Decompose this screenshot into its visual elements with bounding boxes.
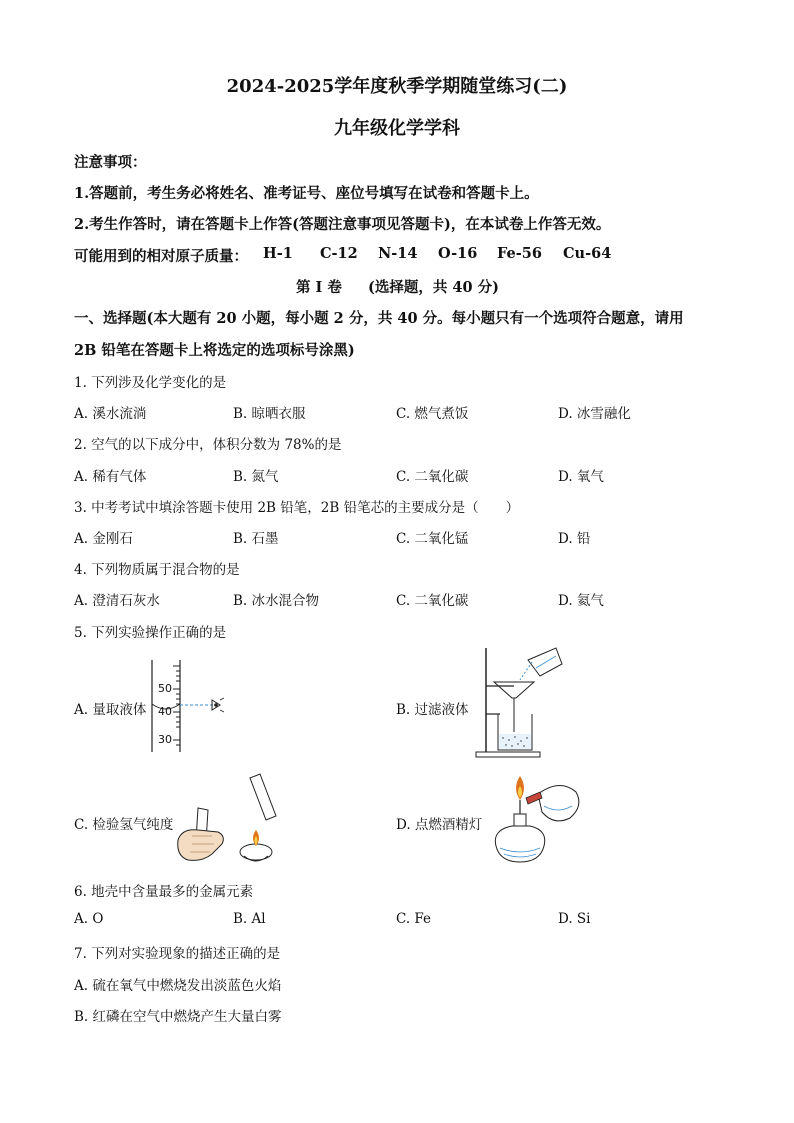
notice-heading: 注意事项：: [74, 154, 147, 171]
filtration-illustration: [470, 642, 570, 762]
atomic-mass-label: 可能用到的相对原子质量：: [74, 248, 248, 265]
question-7-stem: 7. 下列对实验现象的描述正确的是: [74, 946, 281, 962]
section-instruction-1: 一、选择题(本大题有 20 小题，每小题 2 分，共 40 分。每小题只有一个选项符合题意，请用: [74, 310, 684, 327]
question-2-option-a[interactable]: A. 稀有气体: [74, 469, 147, 485]
question-4-option-c[interactable]: C. 二氧化碳: [396, 593, 469, 609]
question-2-option-c[interactable]: C. 二氧化碳: [396, 469, 469, 485]
question-6-option-b[interactable]: B. Al: [233, 911, 266, 927]
question-2-stem: 2. 空气的以下成分中，体积分数为 78%的是: [74, 437, 342, 453]
cylinder-tick-40: 40: [158, 705, 172, 718]
question-1-option-b[interactable]: B. 晾晒衣服: [233, 406, 306, 422]
section-instruction-2: 2B 铅笔在答题卡上将选定的选项标号涂黑): [74, 342, 355, 359]
exam-subtitle: 九年级化学学科: [334, 118, 460, 139]
question-6-option-d[interactable]: D. Si: [558, 911, 591, 927]
question-2-option-d[interactable]: D. 氧气: [558, 469, 604, 485]
question-5-option-d[interactable]: D. 点燃酒精灯: [396, 817, 483, 833]
question-4-stem: 4. 下列物质属于混合物的是: [74, 562, 240, 578]
question-3-stem: 3. 中考考试中填涂答题卡使用 2B 铅笔，2B 铅笔芯的主要成分是（ ）: [74, 500, 520, 516]
cylinder-tick-50: 50: [158, 682, 172, 695]
question-6-option-a[interactable]: A. O: [74, 911, 104, 927]
question-5-stem: 5. 下列实验操作正确的是: [74, 625, 227, 641]
question-6-stem: 6. 地壳中含量最多的金属元素: [74, 884, 254, 900]
volume-note: (选择题，共 40 分): [368, 279, 499, 296]
question-2-option-b[interactable]: B. 氮气: [233, 469, 279, 485]
hydrogen-test-illustration: [172, 770, 292, 870]
question-4-option-a[interactable]: A. 澄清石灰水: [74, 593, 160, 609]
question-3-option-a[interactable]: A. 金刚石: [74, 531, 133, 547]
volume-label: 第 I 卷: [296, 279, 342, 296]
alcohol-lamp-illustration: [482, 770, 592, 870]
question-4-option-d[interactable]: D. 氦气: [558, 593, 604, 609]
question-3-option-d[interactable]: D. 铅: [558, 531, 591, 547]
question-7-option-b[interactable]: B. 红磷在空气中燃烧产生大量白雾: [74, 1009, 282, 1025]
atomic-mass-fe: Fe-56: [497, 245, 542, 262]
question-4-option-b[interactable]: B. 冰水混合物: [233, 593, 320, 609]
question-5-option-c[interactable]: C. 检验氢气纯度: [74, 817, 174, 833]
question-3-option-b[interactable]: B. 石墨: [233, 531, 279, 547]
question-7-option-a[interactable]: A. 硫在氧气中燃烧发出淡蓝色火焰: [74, 978, 282, 994]
question-5-option-b[interactable]: B. 过滤液体: [396, 702, 469, 718]
atomic-mass-c: C-12: [320, 245, 358, 262]
exam-title: 2024-2025学年度秋季学期随堂练习(二): [226, 76, 568, 97]
question-5-option-a[interactable]: A. 量取液体: [74, 702, 147, 718]
question-1-option-a[interactable]: A. 溪水流淌: [74, 406, 147, 422]
cylinder-tick-30: 30: [158, 733, 172, 746]
question-1-option-d[interactable]: D. 冰雪融化: [558, 406, 631, 422]
question-1-stem: 1. 下列涉及化学变化的是: [74, 375, 227, 391]
graduated-cylinder-illustration: [140, 656, 240, 756]
atomic-mass-n: N-14: [378, 245, 418, 262]
question-6-option-c[interactable]: C. Fe: [396, 911, 432, 927]
question-1-option-c[interactable]: C. 燃气煮饭: [396, 406, 469, 422]
atomic-mass-o: O-16: [438, 245, 478, 262]
question-3-option-c[interactable]: C. 二氧化锰: [396, 531, 469, 547]
notice-item-2: 2.考生作答时，请在答题卡上作答(答题注意事项见答题卡)，在本试卷上作答无效。: [74, 216, 611, 233]
atomic-mass-cu: Cu-64: [563, 245, 612, 262]
notice-item-1: 1.答题前，考生务必将姓名、准考证号、座位号填写在试卷和答题卡上。: [74, 185, 539, 202]
atomic-mass-h: H-1: [263, 245, 293, 262]
